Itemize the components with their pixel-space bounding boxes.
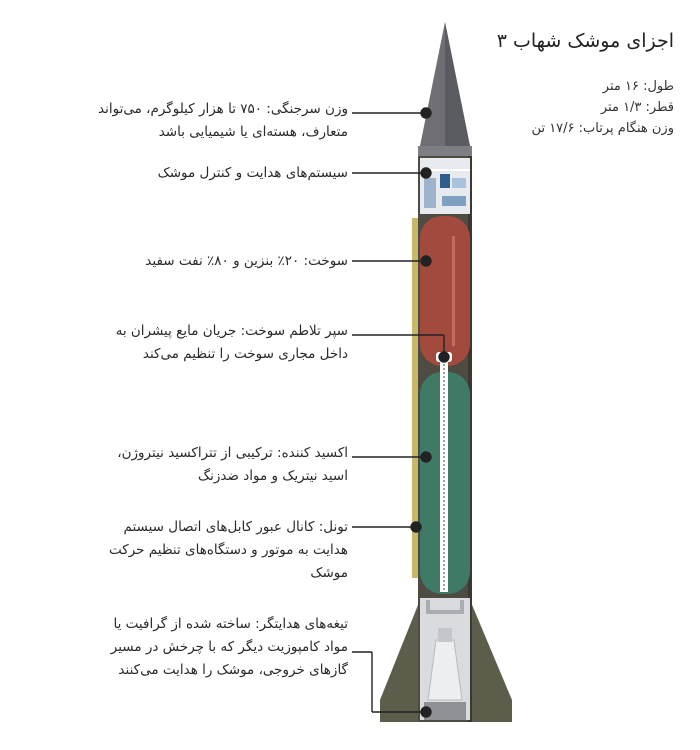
fuel-tank <box>420 216 470 366</box>
label-baffle: سپر تلاطم سوخت: جریان مایع پیشران به داخل مجاری سوخت را تنظیم می‌کند <box>115 323 348 362</box>
dot-baffle <box>439 352 449 362</box>
nose-band <box>418 146 472 156</box>
left-fin <box>380 600 420 722</box>
diagram-title: اجزای موشک شهاب ۳ <box>496 30 674 52</box>
dot-fuel <box>421 256 431 266</box>
guidance-box-4 <box>442 196 466 206</box>
dot-oxidizer <box>421 452 431 462</box>
guidance-box-3 <box>452 178 466 188</box>
guidance-box-2 <box>440 174 450 188</box>
right-fin <box>470 600 512 722</box>
guidance-box-1 <box>424 178 436 208</box>
label-fuel: سوخت: ۲۰٪ بنزین و ۸۰٪ نفت سفید <box>145 253 348 269</box>
label-warhead: وزن سرجنگی: ۷۵۰ تا هزار کیلوگرم، می‌تواند متعارف، هسته‌ای یا شیمیایی باشد <box>98 101 348 140</box>
nose-cone-shade <box>445 22 472 156</box>
engine-chamber <box>438 628 452 642</box>
label-oxidizer: اکسید کننده: ترکیبی از تتراکسید نیتروژن، اسید نیتریک و مواد ضدزنگ <box>117 445 348 484</box>
spec-length: طول: ۱۶ متر <box>602 79 674 94</box>
dot-tunnel <box>411 522 421 532</box>
dot-warhead <box>421 108 431 118</box>
label-guidance: سیستم‌های هدایت و کنترل موشک <box>157 165 348 181</box>
dot-vanes <box>421 707 431 717</box>
dot-guidance <box>421 168 431 178</box>
label-tunnel: تونل: کانال عبور کابل‌های اتصال سیستم هدایت به موتور و دستگاه‌های تنظیم حرکت موشک <box>109 519 348 581</box>
fuel-tank-highlight <box>452 236 455 346</box>
spec-diameter: قطر: ۱/۳ متر <box>600 100 674 115</box>
label-guidance-vanes: تیغه‌های هدایتگر: ساخته شده از گرافیت یا مواد کامپوزیت دیگر که با چرخش در مسیر گازهای خروجی، موشک را هدایت می‌کنند <box>110 616 348 678</box>
spec-launch-weight: وزن هنگام پرتاب: ۱۷/۶ تن <box>531 121 674 136</box>
